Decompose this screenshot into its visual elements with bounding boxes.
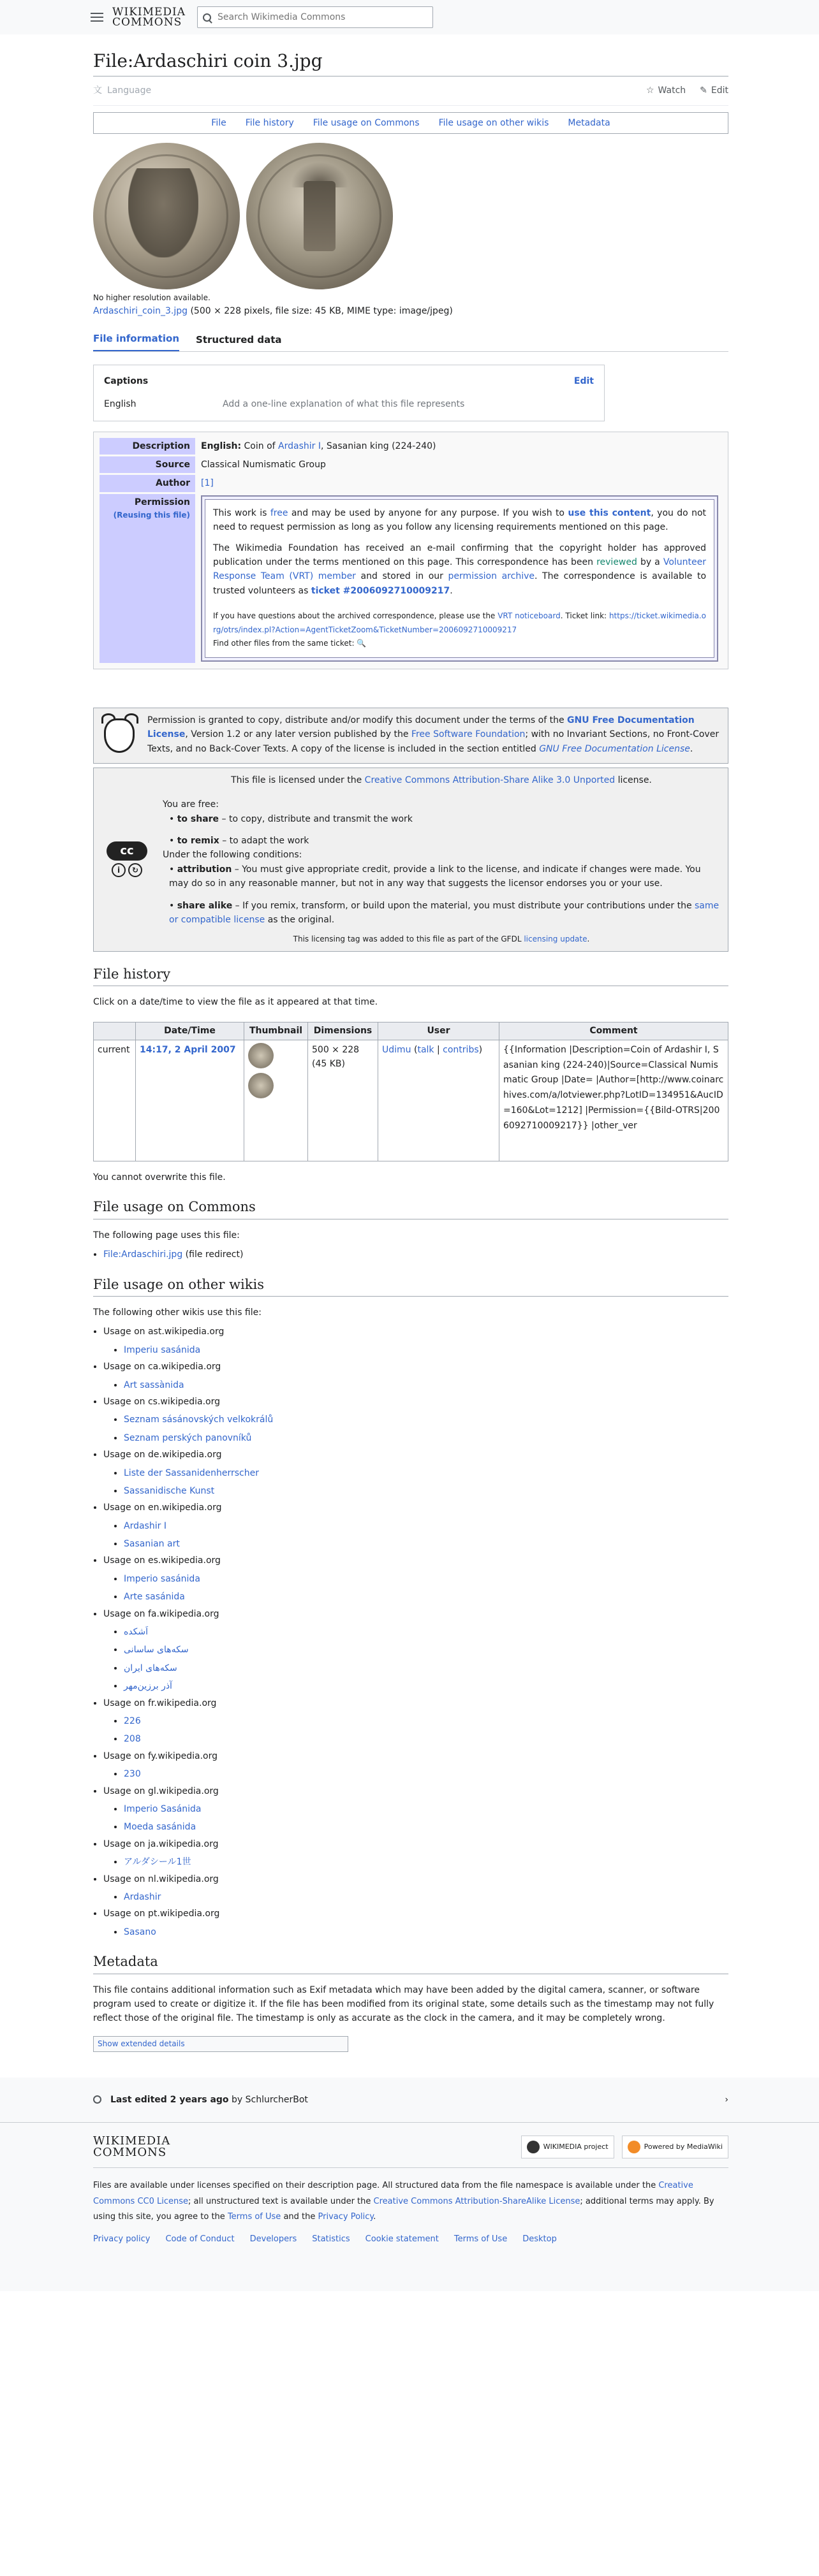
contribs-link[interactable]: contribs bbox=[443, 1044, 479, 1055]
reusing-link[interactable]: (Reusing this file) bbox=[113, 511, 190, 520]
reviewed-link[interactable]: reviewed bbox=[596, 557, 637, 567]
usage-page-link[interactable]: Sasano bbox=[124, 1926, 156, 1937]
footer-developers[interactable]: Developers bbox=[249, 2234, 297, 2244]
watch-button[interactable]: ☆ Watch bbox=[646, 84, 686, 98]
info-tabs bbox=[93, 331, 728, 352]
usage-page-link[interactable]: Imperio sasánida bbox=[124, 1573, 200, 1584]
metadata-text: This file contains additional information such as Exif metadata which may have been added by the digital camera, scanner, or software program used to create or digitize it. If the file has been modified from its original state, some details such as the timestamp may not fully reflect those of the original file. The timestamp is only as accurate as the clock in the camera, and it may be completely wrong. bbox=[93, 1984, 714, 2024]
toc-usage-commons[interactable]: File usage on Commons bbox=[313, 117, 420, 128]
usage-page-link[interactable]: اَشکده bbox=[124, 1627, 149, 1638]
footer-cookie-statement[interactable]: Cookie statement bbox=[365, 2234, 439, 2244]
show-extended-details-button[interactable]: Show extended details bbox=[93, 2036, 348, 2052]
compatible-license-link[interactable]: same or compatible license bbox=[169, 900, 719, 925]
description-value: English: Coin of Ardashir I, Sasanian king (224-240) bbox=[201, 440, 436, 451]
usage-page-link[interactable]: Sassanidische Kunst bbox=[124, 1485, 215, 1496]
footer-desktop[interactable]: Desktop bbox=[522, 2234, 557, 2244]
footer-terms-of-use[interactable]: Terms of Use bbox=[454, 2234, 508, 2244]
caption-placeholder[interactable]: Add a one-line explanation of what this file represents bbox=[223, 399, 465, 410]
usage-site: • Usage on ast.wikipedia.org • Imperiu sasánida bbox=[103, 1325, 728, 1357]
usage-page-link[interactable]: Art sassànida bbox=[124, 1379, 184, 1390]
use-content-link[interactable]: use this content bbox=[568, 507, 651, 518]
usage-page-link[interactable]: Ardashir I bbox=[124, 1520, 166, 1531]
captions-edit-button[interactable]: Edit bbox=[573, 375, 594, 386]
gnu-logo-icon bbox=[101, 713, 138, 758]
col-comment: Comment bbox=[499, 1022, 728, 1040]
usage-site: • Usage on en.wikipedia.org • Ardashir I • Sasanian art bbox=[103, 1501, 728, 1551]
page-title: File:Ardaschiri coin 3.jpg bbox=[93, 48, 728, 76]
col-dimensions: Dimensions bbox=[308, 1022, 378, 1040]
usage-page-link[interactable]: Imperiu sasánida bbox=[124, 1344, 201, 1355]
main-menu-icon[interactable] bbox=[91, 13, 103, 22]
usage-page-link[interactable]: Moeda sasánida bbox=[124, 1822, 196, 1833]
last-edited-bar[interactable]: Last edited 2 years ago by SchlurcherBot › bbox=[0, 2078, 819, 2122]
powered-by-mediawiki-badge[interactable]: Powered by MediaWiki bbox=[622, 2136, 728, 2158]
author-label: Author bbox=[100, 475, 195, 491]
usage-site: • Usage on cs.wikipedia.org • Seznam sásánovských velkokrálů • Seznam perských panovníků bbox=[103, 1395, 728, 1445]
wikimedia-project-badge[interactable]: WIKIMEDIA project bbox=[521, 2136, 614, 2158]
usage-page-link[interactable]: سکه‌های ساسانی bbox=[124, 1645, 189, 1655]
file-history-hint: Click on a date/time to view the file as it appeared at that time. bbox=[93, 997, 378, 1008]
usage-site: • Usage on ja.wikipedia.org • アルダシール1世 bbox=[103, 1837, 728, 1870]
caption-language: English bbox=[104, 399, 136, 410]
footer-legal: Files are available under licenses specified on their description page. All structured data from the file namespace is available under the Creative Commons CC0 License; all unstructured text is available under the Creative Commons Attribution-ShareAlike License; additional terms may apply. By using this site, you agree to the Terms of Use and the Privacy Policy. bbox=[93, 2180, 714, 2222]
version-comment: {{Information |Description=Coin of Ardashir I, Sasanian king (224-240)|Source=Classical Numismatic Group |Date= |Author=[http://www.coinarchives.com/a/lotviewer.php?LotID=134951&AucID=160&Lot=1212] |Permission={{Bild-OTRS|2006092710009217}} |other_ver bbox=[499, 1040, 728, 1161]
fsf-link[interactable]: Free Software Foundation bbox=[411, 729, 526, 740]
metadata-heading: Metadata bbox=[93, 1952, 728, 1974]
usage-page-link[interactable]: Arte sasánida bbox=[124, 1592, 185, 1603]
top-bar bbox=[0, 0, 819, 34]
usage-page-link[interactable]: アルダシール1世 bbox=[124, 1857, 191, 1868]
version-thumbnail[interactable] bbox=[248, 1043, 274, 1068]
usage-site: • Usage on de.wikipedia.org • Liste der Sassanidenherrscher • Sassanidische Kunst bbox=[103, 1448, 728, 1498]
file-history-table bbox=[93, 1022, 728, 1161]
cc0-link[interactable]: Creative Commons CC0 License bbox=[93, 2180, 693, 2206]
file-usage-other-heading: File usage on other wikis bbox=[93, 1275, 728, 1297]
usage-site: • Usage on nl.wikipedia.org • Ardashir bbox=[103, 1872, 728, 1905]
talk-link[interactable]: talk bbox=[417, 1044, 434, 1055]
language-button[interactable]: 文 Language bbox=[93, 84, 151, 98]
coin-obverse-image bbox=[93, 143, 240, 289]
toc-file[interactable]: File bbox=[211, 117, 226, 128]
free-link[interactable]: free bbox=[270, 507, 288, 518]
usage-page-link[interactable]: Ardashir bbox=[124, 1891, 161, 1902]
mediawiki-icon bbox=[628, 2141, 640, 2153]
archive-link[interactable]: permission archive bbox=[448, 571, 535, 582]
vrt-member-link[interactable]: Volunteer Response Team (VRT) member bbox=[213, 557, 706, 582]
usage-page-link[interactable]: Sasanian art bbox=[124, 1539, 180, 1550]
toc-metadata[interactable]: Metadata bbox=[568, 117, 610, 128]
col-thumbnail: Thumbnail bbox=[244, 1022, 308, 1040]
usage-site: • Usage on pt.wikipedia.org • Sasano bbox=[103, 1907, 728, 1939]
tab-structured-data[interactable]: Structured data bbox=[196, 333, 282, 346]
ticket-url-link[interactable]: https://ticket.wikimedia.org/otrs/index.pl?Action=AgentTicketZoom&TicketNumber=2006092710009217 bbox=[213, 611, 706, 634]
captions-panel bbox=[93, 365, 605, 421]
terms-link[interactable]: Terms of Use bbox=[227, 2212, 281, 2222]
usage-page-link[interactable]: Liste der Sassanidenherrscher bbox=[124, 1467, 259, 1478]
tab-file-information[interactable]: File information bbox=[93, 331, 179, 351]
table-row: current 14:17, 2 April 2007 500 × 228 (45 KB) Udimu (talk | contribs) {{Information |Description=Coin of Ardashir I, Sasanian king (224-240)|Source=Classical Numismatic Group |Date= |Author=[http://www.coinarchives.com/a/lotviewer.php?LotID=134951&AucID=160&Lot=1212] |Permission={{Bild-OTRS|2006092710009217}} |other_ver bbox=[94, 1040, 728, 1161]
footer-code-of-conduct[interactable]: Code of Conduct bbox=[165, 2234, 235, 2244]
page-tools bbox=[93, 76, 728, 106]
col-user: User bbox=[378, 1022, 499, 1040]
file-usage-commons-heading: File usage on Commons bbox=[93, 1197, 728, 1219]
footer-statistics[interactable]: Statistics bbox=[312, 2234, 350, 2244]
toc-usage-other[interactable]: File usage on other wikis bbox=[438, 117, 549, 128]
footer bbox=[0, 2122, 819, 2291]
language-icon: 文 bbox=[93, 85, 102, 96]
toc-file-history[interactable]: File history bbox=[245, 117, 294, 128]
information-box bbox=[93, 432, 728, 669]
usage-site: • Usage on fy.wikipedia.org • 230 bbox=[103, 1749, 728, 1782]
no-hires-note: No higher resolution available. bbox=[93, 293, 210, 303]
source-label: Source bbox=[100, 456, 195, 473]
footer-links bbox=[93, 2233, 728, 2246]
coin-reverse-image bbox=[246, 143, 393, 289]
usage-page-link[interactable]: 208 bbox=[124, 1734, 141, 1745]
footer-privacy-policy[interactable]: Privacy policy bbox=[93, 2234, 151, 2244]
wikimedia-icon bbox=[527, 2141, 540, 2153]
user-link[interactable]: Udimu bbox=[382, 1044, 411, 1055]
file-history-heading: File history bbox=[93, 964, 728, 987]
version-datetime-link[interactable]: 14:17, 2 April 2007 bbox=[140, 1044, 236, 1055]
usage-page-link[interactable]: Seznam perských panovníků bbox=[124, 1432, 252, 1443]
gfdl-section-link[interactable]: GNU Free Documentation License bbox=[539, 743, 690, 754]
usage-page-link[interactable]: Imperio Sasánida bbox=[124, 1803, 202, 1814]
usage-site: • Usage on fa.wikipedia.org • اَشکده • سکه‌های ساسانی • سکه‌های ایران • آذر برزین‌مهر bbox=[103, 1607, 728, 1694]
search-icon bbox=[203, 13, 211, 22]
footer-logo[interactable]: WIKIMEDIA COMMONS bbox=[93, 2134, 171, 2159]
author-link[interactable]: [1] bbox=[201, 478, 214, 489]
cc-logo-icon: cc i ↻ bbox=[101, 773, 152, 946]
commons-usage-link[interactable]: File:Ardaschiri.jpg bbox=[103, 1249, 183, 1260]
version-thumbnail[interactable] bbox=[248, 1073, 274, 1098]
col-datetime: Date/Time bbox=[136, 1022, 244, 1040]
vrt-noticeboard-link[interactable]: VRT noticeboard bbox=[498, 611, 561, 621]
edit-button[interactable]: ✎ Edit bbox=[700, 84, 728, 98]
permission-label: Permission (Reusing this file) bbox=[100, 494, 195, 663]
file-info: Ardaschiri_coin_3.jpg (500 × 228 pixels, file size: 45 KB, MIME type: image/jpeg) bbox=[93, 306, 453, 317]
privacy-link[interactable]: Privacy Policy bbox=[318, 2212, 374, 2222]
file-preview[interactable] bbox=[93, 143, 728, 283]
licensing-update-link[interactable]: licensing update bbox=[524, 935, 587, 944]
usage-page-link[interactable]: Seznam sásánovských velkokrálů bbox=[124, 1415, 274, 1425]
description-label: Description bbox=[100, 438, 195, 455]
vrt-permission-box: This work is free and may be used by anyone for any purpose. If you wish to use this content, you do not need to request permission as long as you follow any licensing requirements mentioned on this page. The Wikimedia Foundation has received an e-mail confirming that the copyright holder has approved publication under the terms mentioned on this page. This correspondence has been reviewed by a Volunteer Response Team (VRT) member and stored in our permission archive. The correspondence is available to trusted volunteers as ticket #2006092710009217. If you have questions about the archived correspondence, please use the VRT noticeboard. Ticket link: https://ticket.wikimedia.org/otrs/index.pl?Action=AgentTicketZoom&TicketNumber=2006092710009217 Find other files from the same ticket: 🔍 bbox=[201, 495, 718, 662]
gfdl-license-box: Permission is granted to copy, distribute and/or modify this document under the terms of the GNU Free Documentation License, Version 1.2 or any later version published by the Free Software Foundation; with no Invariant Sections, no Front-Cover Texts, and no Back-Cover Texts. A copy of the license is included in the section entitled GNU Free Documentation License. bbox=[93, 708, 728, 764]
file-link[interactable]: Ardaschiri_coin_3.jpg bbox=[93, 306, 188, 317]
ticket-link[interactable]: ticket #2006092710009217 bbox=[311, 585, 450, 596]
other-wikis-usage-list bbox=[103, 1325, 728, 1939]
site-logo[interactable]: WIKIMEDIA COMMONS bbox=[112, 6, 186, 29]
ticket-search-icon[interactable]: 🔍 bbox=[357, 639, 367, 648]
ardashir-link[interactable]: Ardashir I bbox=[278, 440, 321, 451]
file-toc bbox=[93, 112, 728, 134]
usage-site: • Usage on es.wikipedia.org • Imperio sasánida • Arte sasánida bbox=[103, 1554, 728, 1604]
search-box[interactable] bbox=[197, 6, 433, 28]
gfdl-link[interactable]: GNU Free Documentation License bbox=[147, 715, 695, 740]
usage-site: • Usage on fr.wikipedia.org • 226 • 208 bbox=[103, 1696, 728, 1747]
usage-site: • Usage on ca.wikipedia.org • Art sassànida bbox=[103, 1360, 728, 1392]
usage-page-link[interactable]: 226 bbox=[124, 1715, 141, 1726]
usage-site: • Usage on gl.wikipedia.org • Imperio Sasánida • Moeda sasánida bbox=[103, 1784, 728, 1835]
cc-license-box: cc i ↻ This file is licensed under the Creative Commons Attribution-Share Alike 3.0 Unported license. You are free: • to share – to copy, distribute and transmit the work • to remix – to adapt the work Under the following conditions: • attribution – You must give appropriate credit, provide a link to the license, and indicate if changes were made. You may do so in any reasonable manner, but not in any way that suggests the licensor endorses you or your use. • share alike – If you remix, transform, or build upon the material, you must distribute your contributions under the same or compatible license as the original. This licensing tag was added to this file as part of the GFDL licensing update. bbox=[93, 768, 728, 952]
search-input[interactable] bbox=[218, 12, 422, 22]
usage-page-link[interactable]: 230 bbox=[124, 1769, 141, 1780]
source-value: Classical Numismatic Group bbox=[201, 459, 326, 470]
usage-page-link[interactable]: سکه‌های ایران bbox=[124, 1663, 177, 1673]
no-overwrite-note: You cannot overwrite this file. bbox=[93, 1172, 226, 1182]
captions-title: Captions bbox=[104, 375, 149, 386]
pencil-icon: ✎ bbox=[700, 85, 707, 96]
usage-page-link[interactable]: آذر برزین‌مهر bbox=[124, 1681, 172, 1692]
cc-by-sa-link[interactable]: Creative Commons Attribution-Share Alike 3.0 Unported bbox=[364, 775, 616, 785]
chevron-right-icon: › bbox=[725, 2094, 728, 2105]
star-icon: ☆ bbox=[646, 85, 654, 96]
cc-by-sa-footer-link[interactable]: Creative Commons Attribution-ShareAlike License bbox=[373, 2196, 580, 2206]
clock-icon bbox=[93, 2095, 101, 2104]
